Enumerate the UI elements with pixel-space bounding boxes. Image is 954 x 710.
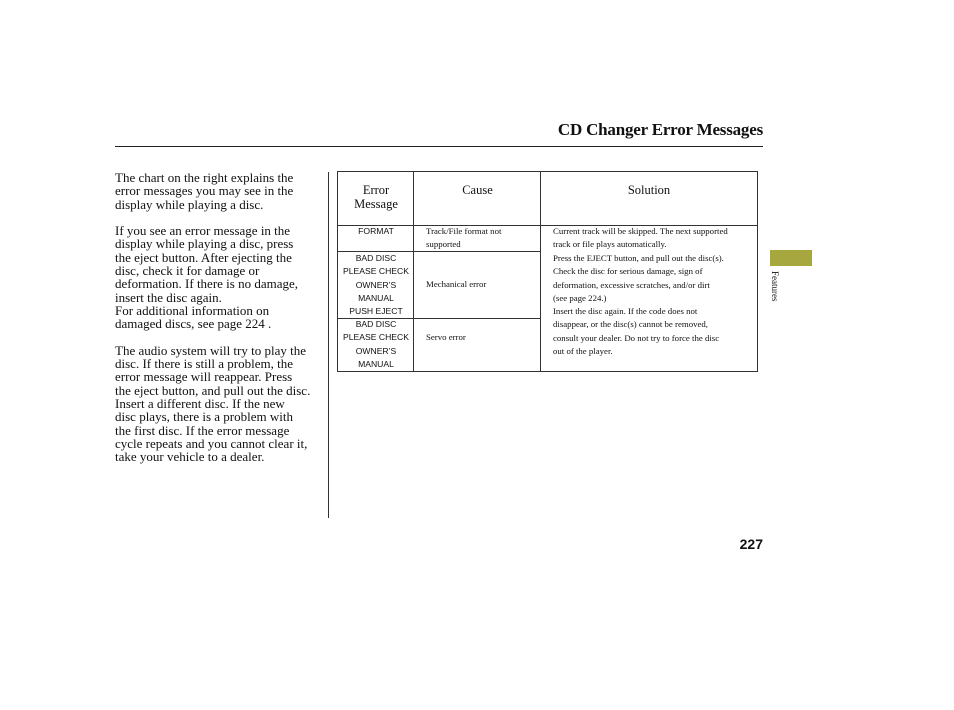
intro-paragraph: If you see an error message in the display while playing a disc, press the eject button. After ejecting the disc, check it for damage or deformation. If there is no damage, insert the disc again. For additional information on damaged discs, see page 224 .: [115, 223, 299, 332]
solution-line: Check the disc for serious damage, sign of: [553, 266, 703, 277]
error-code-line: FORMAT: [358, 226, 394, 236]
error-code-line: OWNER’S: [355, 345, 397, 356]
solution-line: deformation, excessive scratches, and/or dirt: [553, 279, 710, 290]
solution-line: out of the player.: [553, 346, 613, 357]
solution-line: Press the EJECT button, and pull out the disc(s).: [553, 253, 724, 263]
error-message-table: [337, 171, 758, 372]
error-code-line: OWNER’S: [355, 279, 397, 290]
solution-line: disappear, or the disc(s) cannot be removed,: [553, 319, 709, 330]
column-divider: [328, 172, 329, 518]
section-tab: [770, 250, 812, 266]
error-code-line: BAD DISC: [355, 253, 397, 263]
error-code-format: [338, 225, 414, 238]
table-divider: [540, 172, 541, 371]
intro-paragraph: The audio system will try to play the disc. If there is still a problem, the error message will reappear. Press the eject button, and pull out the disc. Insert a different disc. If the new disc plays, there is a problem with the first disc. If the error message cycle repeats and you cannot clear it, take your vehicle to a dealer.: [115, 342, 311, 465]
header-solution: Solution: [627, 183, 671, 197]
page-number: 227: [739, 536, 763, 552]
cause-servo: Servo error: [426, 332, 466, 342]
section-label: Features: [770, 271, 780, 302]
cause-mechanical: Mechanical error: [426, 279, 487, 289]
solution-shared: [553, 252, 724, 358]
title-rule: [115, 146, 763, 147]
error-code-line: PLEASE CHECK: [343, 266, 409, 277]
solution-line: track or file plays automatically.: [553, 239, 667, 250]
error-code-line: MANUAL: [358, 292, 394, 303]
error-code-line: PUSH EJECT: [349, 306, 403, 317]
intro-paragraph: The chart on the right explains the error messages you may see in the display while playing a disc.: [115, 170, 294, 212]
page-title: CD Changer Error Messages: [557, 120, 763, 139]
solution-line: (see page 224.): [553, 292, 607, 303]
solution-line: consult your dealer. Do not try to force the disc: [553, 332, 720, 343]
error-code-mechanical: [338, 252, 414, 318]
cause-format: Track/File format not supported: [426, 226, 502, 250]
solution-line: Current track will be skipped. The next supported: [553, 226, 728, 236]
error-code-line: BAD DISC: [355, 319, 397, 329]
error-code-line: MANUAL: [358, 358, 394, 369]
solution-format: [553, 225, 728, 252]
solution-line: Insert the disc again. If the code does not: [553, 306, 698, 317]
error-code-servo: [338, 318, 414, 371]
intro-column: [115, 171, 325, 464]
header-error-message: Error Message: [354, 183, 398, 211]
header-cause: Cause: [462, 183, 493, 197]
error-code-line: PLEASE CHECK: [343, 332, 409, 343]
